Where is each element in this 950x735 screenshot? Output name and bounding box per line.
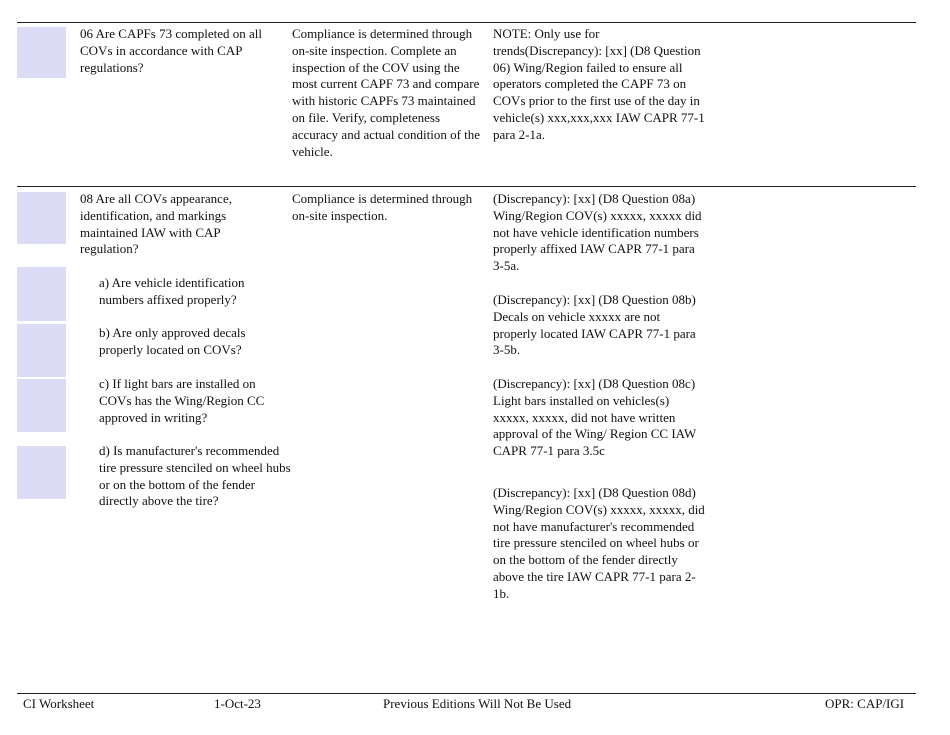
footer-date: 1-Oct-23 bbox=[214, 696, 261, 711]
q08-answer-box[interactable] bbox=[17, 192, 66, 244]
q08-compliance: Compliance is determined through on-site inspection. bbox=[292, 191, 473, 223]
q08d-question: d) Is manufacturer's recommended tire pressure stenciled on wheel hubs or on the bottom of the fender directly above the tire? bbox=[99, 443, 291, 509]
footer-opr: OPR: CAP/IGI bbox=[825, 696, 905, 711]
q08c-answer-box[interactable] bbox=[17, 379, 66, 432]
q08b-question: b) Are only approved decals properly located on COVs? bbox=[99, 325, 246, 357]
footer-form-name: CI Worksheet bbox=[23, 696, 95, 711]
q08-question: 08 Are all COVs appearance, identification, and markings maintained IAW with CAP regulation? bbox=[80, 191, 232, 257]
q08-discrepancy-c: (Discrepancy): [xx] (D8 Question 08c) Light bars installed on vehicles(s) xxxxx, xxxxx, did not have written approval of the Wing/ Region CC IAW CAPR 77-1 para 3.5c bbox=[493, 376, 697, 459]
q08a-answer-box[interactable] bbox=[17, 267, 66, 321]
q06-compliance: Compliance is determined through on-site inspection. Complete an inspection of the COV using the most current CAPF 73 and compare with historic CAPFs 73 maintained on file. Verify, completeness accuracy and actual condition of the vehicle. bbox=[292, 26, 481, 159]
q06-question: 06 Are CAPFs 73 completed on all COVs in accordance with CAP regulations? bbox=[80, 26, 262, 75]
q06-discrepancy: NOTE: Only use for trends(Discrepancy): [xx] (D8 Question 06) Wing/Region failed to ensure all operators completed the CAPF 73 on COVs prior to the first use of the day in vehicle(s) xxx,xxx,xxx IAW CAPR 77-1 para 2-1a. bbox=[493, 26, 705, 142]
footer-rule bbox=[17, 693, 916, 694]
row-divider-rule bbox=[17, 186, 916, 187]
q08b-answer-box[interactable] bbox=[17, 324, 66, 377]
q08c-question: c) If light bars are installed on COVs has the Wing/Region CC approved in writing? bbox=[99, 376, 265, 425]
q08-discrepancy-b: (Discrepancy): [xx] (D8 Question 08b) Decals on vehicle xxxxx are not properly located IAW CAPR 77-1 para 3-5b. bbox=[493, 292, 696, 358]
q08a-question: a) Are vehicle identification numbers affixed properly? bbox=[99, 275, 245, 307]
q06-answer-box[interactable] bbox=[17, 27, 66, 78]
row-top-rule bbox=[17, 22, 916, 23]
q08-discrepancy-d: (Discrepancy): [xx] (D8 Question 08d) Wing/Region COV(s) xxxxx, xxxxx, did not have manufacturer's recommended tire pressure stenciled on wheel hubs or on the bottom of the fender directly above the tire IAW CAPR 77-1 para 2-1b. bbox=[493, 485, 705, 601]
q08d-answer-box[interactable] bbox=[17, 446, 66, 499]
q08-discrepancy-a: (Discrepancy): [xx] (D8 Question 08a) Wing/Region COV(s) xxxxx, xxxxx did not have vehicle identification numbers properly affixed IAW CAPR 77-1 para 3-5a. bbox=[493, 191, 702, 274]
footer-notice: Previous Editions Will Not Be Used bbox=[383, 696, 572, 711]
